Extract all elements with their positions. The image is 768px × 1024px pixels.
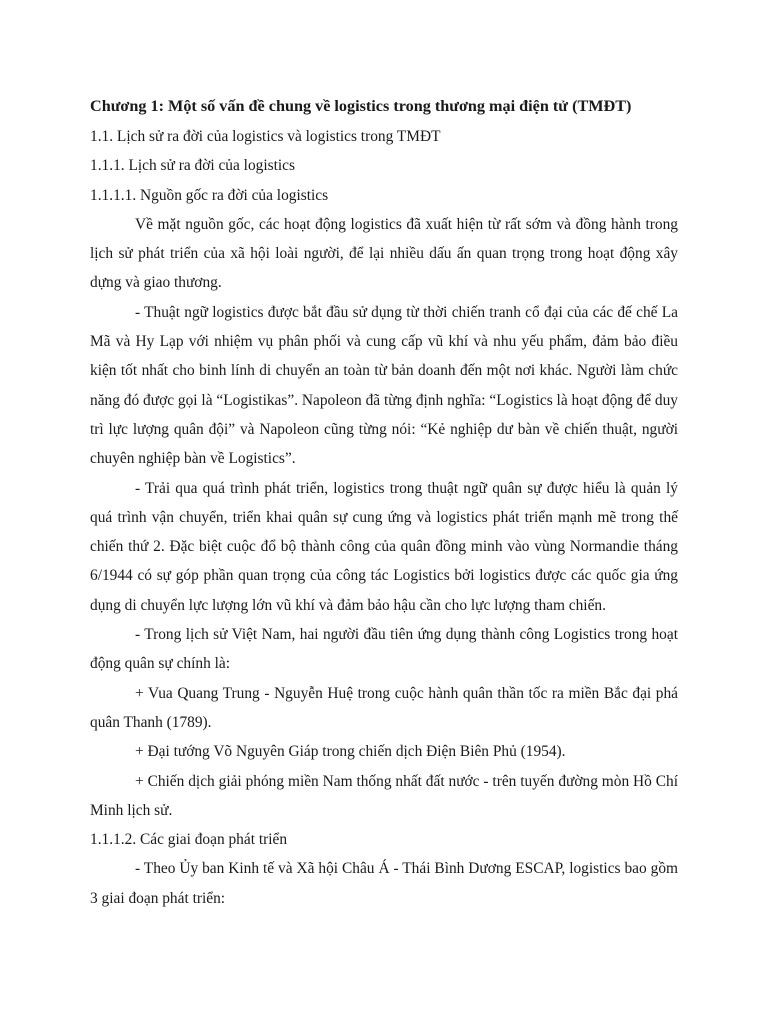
section-heading-1-1-1-1: 1.1.1.1. Nguồn gốc ra đời của logistics: [90, 186, 329, 204]
paragraph-escap-stages: - Theo Ủy ban Kinh tế và Xã hội Châu Á - Thái Bình Dương ESCAP, logistics bao gồm 3 giai đoạn phát triển:: [90, 860, 678, 907]
list-item-ho-chi-minh-trail: + Chiến dịch giải phóng miền Nam thống nhất đất nước - trên tuyến đường mòn Hồ Chí Minh lịch sử.: [90, 772, 678, 819]
document-page: [90, 92, 678, 913]
list-item-quang-trung: + Vua Quang Trung - Nguyễn Huệ trong cuộc hành quân thần tốc ra miền Bắc đại phá quân Thanh (1789).: [90, 684, 678, 731]
section-heading-1-1-1: 1.1.1. Lịch sử ra đời của logistics: [90, 157, 295, 175]
section-heading-1-1: 1.1. Lịch sử ra đời của logistics và logistics trong TMĐT: [90, 128, 441, 145]
paragraph-term-history: - Thuật ngữ logistics được bắt đầu sử dụng từ thời chiến tranh cổ đại của các đế chế La Mã và Hy Lạp với nhiệm vụ phân phối và cung cấp vũ khí và nhu yếu phẩm, đảm bảo điều kiện tốt nhất cho binh lính di chuyển an toàn từ bản doanh đến một nơi khác. Người làm chức năng đó được gọi là “Logistikas”. Napoleon đã từng định nghĩa: “Logistics là hoạt động để duy trì lực lượng quân đội” và Napoleon cũng từng nói: “Kẻ nghiệp dư bàn về chiến thuật, người chuyên nghiệp bàn về Logistics”.: [90, 303, 678, 468]
section-heading-1-1-1-2: 1.1.1.2. Các giai đoạn phát triển: [90, 831, 288, 849]
paragraph-origin-intro: Về mặt nguồn gốc, các hoạt động logistics đã xuất hiện từ rất sớm và đồng hành trong lịch sử phát triển của xã hội loài người, để lại nhiều dấu ấn quan trọng trong hoạt động xây dựng và giao thương.: [90, 215, 678, 292]
chapter-title: Chương 1: Một số vấn đề chung về logistics trong thương mại điện tử (TMĐT): [90, 97, 632, 115]
paragraph-ww2-development: - Trải qua quá trình phát triển, logistics trong thuật ngữ quân sự được hiểu là quản lý quá trình vận chuyển, triển khai quân sự cung ứng và logistics phát triển mạnh mẽ trong thế chiến thứ 2. Đặc biệt cuộc đổ bộ thành công của quân đồng minh vào vùng Normandie tháng 6/1944 có sự góp phần quan trọng của công tác Logistics bởi logistics được các quốc gia ứng dụng di chuyển lực lượng lớn vũ khí và đảm bảo hậu cần cho lực lượng tham chiến.: [90, 479, 678, 614]
paragraph-vietnam-history: - Trong lịch sử Việt Nam, hai người đầu tiên ứng dụng thành công Logistics trong hoạt động quân sự chính là:: [90, 626, 678, 673]
list-item-vo-nguyen-giap: + Đại tướng Võ Nguyên Giáp trong chiến dịch Điện Biên Phủ (1954).: [135, 743, 566, 761]
